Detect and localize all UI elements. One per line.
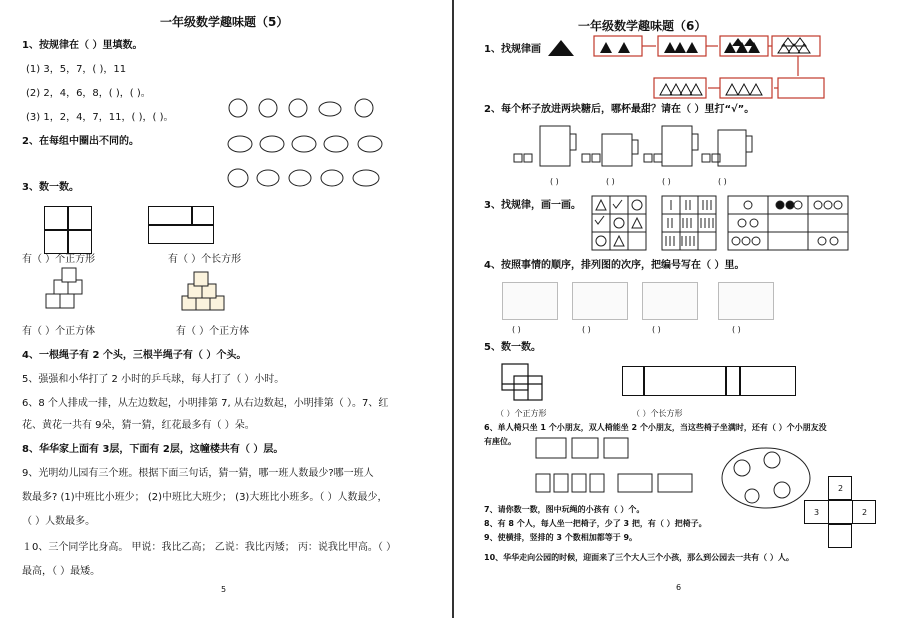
question-6-line-2: 花、黄花一共有 9朵，猜一猜，红花最多有（ ）朵。 xyxy=(22,420,255,431)
animals-row xyxy=(228,136,382,152)
page-number: 6 xyxy=(676,583,682,592)
question-3: 3、数一数。 xyxy=(22,182,79,193)
cup-answer-3: ( ) xyxy=(662,177,671,186)
question-2: 2、在每组中圈出不同的。 xyxy=(22,136,139,147)
question-9-line-2: 数最多? (1)中班比小班少； (2)中班比大班少； (3)大班比小班多。（ ）人数最少， xyxy=(22,492,388,503)
question-4: 4、按照事情的顺序，排列图的次序，把编号写在（ ）里。 xyxy=(484,260,745,271)
grid-cell-bottom xyxy=(828,524,852,548)
page-title: 一年级数学趣味题（5） xyxy=(160,15,289,29)
pattern-grids xyxy=(590,194,850,252)
question-1: 1、找规律画 xyxy=(484,44,541,55)
question-8: 8、华华家上面有 3层，下面有 2层，这幢楼共有（ ）层。 xyxy=(22,444,284,455)
segmented-rectangle-figure xyxy=(622,366,796,396)
question-2: 2、每个杯子放进两块糖后，哪杯最甜？请在（ ）里打“√”。 xyxy=(484,104,755,115)
odd-one-out-picture xyxy=(224,94,394,198)
story-picture-4 xyxy=(718,282,774,320)
story-picture-1 xyxy=(502,282,558,320)
cup-answer-4: ( ) xyxy=(718,177,727,186)
grid-number-right: 2 xyxy=(862,508,868,517)
question-10-line-2: 最高，（ ）最矮。 xyxy=(22,566,101,577)
answer-rectangles: 有（ ）个长方形 xyxy=(168,254,242,265)
animals-row-2 xyxy=(228,169,379,187)
question-6-line-1: 6、单人椅只坐 1 个小朋友，双人椅能坐 2 个小朋友，当这些椅子坐满时，还有（ ）个小朋友没 xyxy=(484,423,827,432)
story-answer-4: ( ) xyxy=(732,325,741,334)
question-7: 7、请你数一数，图中玩绳的小孩有（ ）个。 xyxy=(484,505,645,514)
question-10: 10、华华走向公园的时候，迎面来了三个大人三个小孩，那么到公园去一共有（ ）人。 xyxy=(484,553,794,562)
page-divider xyxy=(452,0,454,618)
story-picture-2 xyxy=(572,282,628,320)
story-answer-3: ( ) xyxy=(652,325,661,334)
question-6-line-1: 6、8 个人排成一排，从左边数起，小明排第 7, 从右边数起，小明排第（ ）。7、红 xyxy=(22,398,389,409)
question-9: 9、使横排，竖排的 3 个数相加都等于 9。 xyxy=(484,533,638,542)
cup-answer-2: ( ) xyxy=(606,177,615,186)
page-title: 一年级数学趣味题（6） xyxy=(578,19,707,33)
answer-squares: （ ）个正方形 xyxy=(496,409,547,418)
question-10-line-1: １0、三个同学比身高。 甲说：我比乙高； 乙说：我比丙矮； 丙：说我比甲高。（ ） xyxy=(22,542,397,553)
question-6-line-2: 有座位。 xyxy=(484,437,516,446)
question-1-sub-1: (1) 3，5，7，( )，11 xyxy=(26,64,127,75)
story-answer-2: ( ) xyxy=(582,325,591,334)
rectangle-figure xyxy=(148,206,214,244)
pattern-chain xyxy=(592,34,828,100)
cups-with-sugar xyxy=(512,120,762,170)
cube-stack-1 xyxy=(44,266,92,316)
question-5: 5、强强和小华打了 2 小时的乒乓球，每人打了（ ）小时。 xyxy=(22,374,285,385)
question-5: 5、数一数。 xyxy=(484,342,541,353)
cup-answer-1: ( ) xyxy=(550,177,559,186)
answer-squares: 有（ ）个正方形 xyxy=(22,254,96,265)
question-3: 3、找规律，画一画。 xyxy=(484,200,581,211)
question-1-sub-3: (3) 1，2，4，7，11，( )，( )。 xyxy=(26,112,174,123)
answer-cubes-1: 有（ ）个正方体 xyxy=(22,326,96,337)
overlapping-squares-figure xyxy=(500,362,546,402)
story-answer-1: ( ) xyxy=(512,325,521,334)
question-8: 8、有 8 个人，每人坐一把椅子，少了 3 把，有（ ）把椅子。 xyxy=(484,519,707,528)
question-1: 1、按规律在（ ）里填数。 xyxy=(22,40,143,51)
question-1-sub-2: (2) 2，4，6，8，( )，( )。 xyxy=(26,88,151,99)
triangle-icon xyxy=(546,38,576,58)
square-grid-figure xyxy=(44,206,92,254)
page-number: 5 xyxy=(221,585,227,594)
cube-stack-2 xyxy=(180,270,230,318)
story-picture-3 xyxy=(642,282,698,320)
grid-number-left: 3 xyxy=(814,508,820,517)
right-page xyxy=(456,0,901,618)
faces-row xyxy=(229,99,373,117)
grid-number-top: 2 xyxy=(838,484,844,493)
question-9-line-3: （ ）人数最多。 xyxy=(22,516,96,527)
question-4: 4、一根绳子有 2 个头，三根半绳子有（ ）个头。 xyxy=(22,350,247,361)
question-9-line-1: 9、光明幼儿园有三个班。根据下面三句话，猜一猜，哪一班人数最少?哪一班人 xyxy=(22,468,374,479)
answer-cubes-2: 有（ ）个正方体 xyxy=(176,326,250,337)
chairs-picture xyxy=(532,436,712,498)
answer-rectangles: （ ）个长方形 xyxy=(632,409,683,418)
